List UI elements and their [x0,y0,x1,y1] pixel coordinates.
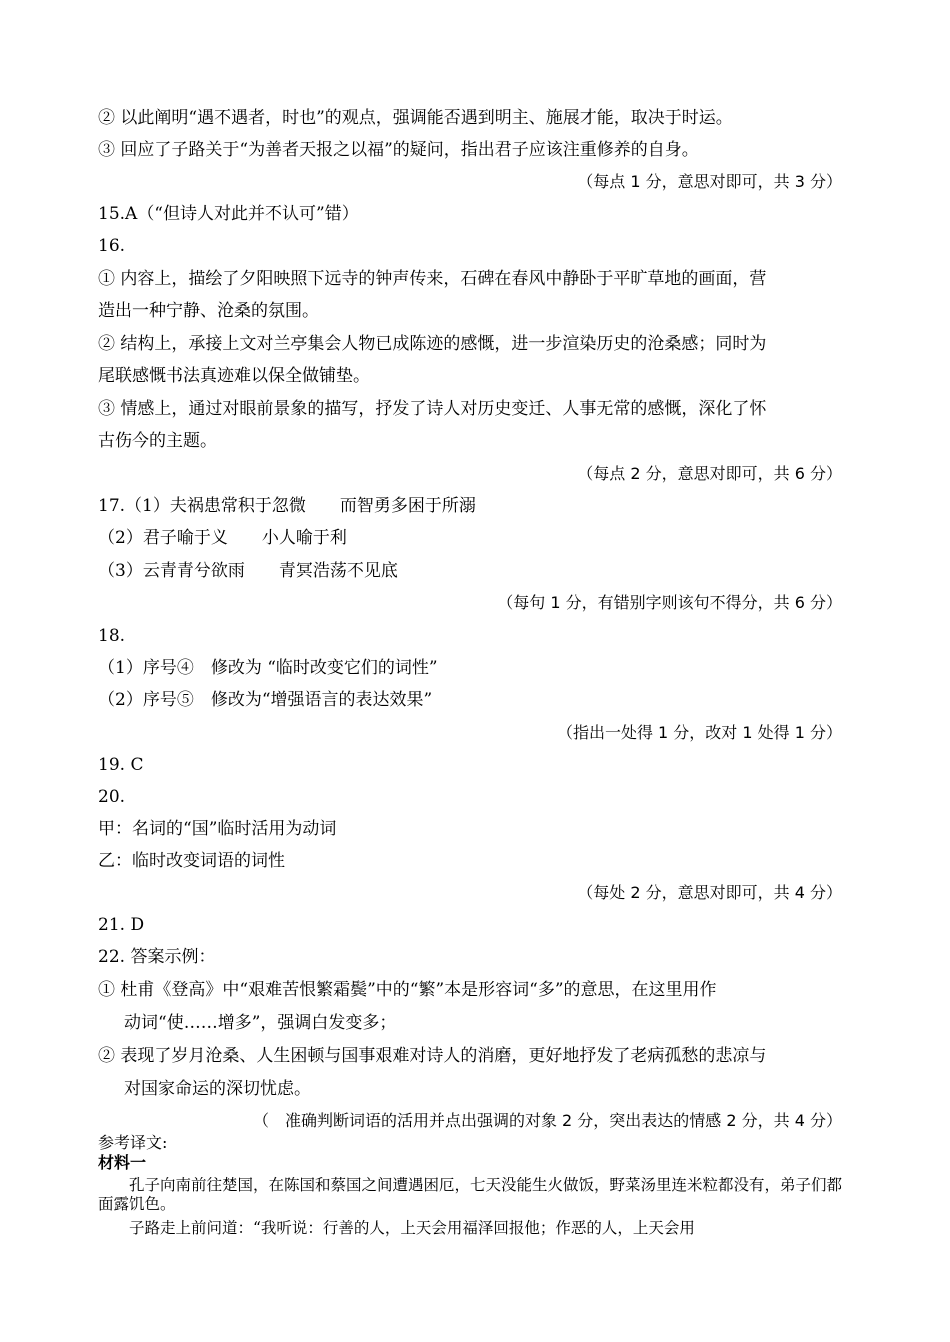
scoring-note-17: （每句 1 分，有错别字则该句不得分，共 6 分） [497,593,842,612]
answer-14-point-2: ② 以此阐明“遇不遇者，时也”的观点，强调能否遇到明主、施展才能，取决于时运。 [98,108,733,128]
answer-17-line-1: 17.（1）夫祸患常积于忽微 而智勇多困于所溺 [98,496,476,516]
answer-19: 19. C [98,755,144,775]
answer-22-point-2-cont: 对国家命运的深切忧虑。 [124,1079,311,1099]
answer-22-point-1-cont: 动词“使……增多”，强调白发变多； [124,1013,397,1033]
answer-22-point-2: ② 表现了岁月沧桑、人生困顿与国事艰难对诗人的消磨，更好地抒发了老病孤愁的悲凉与 [98,1046,767,1066]
translation-heading: 参考译文: [98,1133,168,1152]
answer-16-point-2: ② 结构上，承接上文对兰亭集会人物已成陈迹的感慨，进一步渲染历史的沧桑感；同时为 [98,334,767,354]
answer-14-point-3: ③ 回应了子路关于“为善者天报之以福”的疑问，指出君子应该注重修养的自身。 [98,140,699,160]
answer-17-line-2: （2）君子喻于义 小人喻于利 [98,528,347,548]
answer-17-line-3: （3）云青青兮欲雨 青冥浩荡不见底 [98,561,398,581]
answer-16-point-3: ③ 情感上，通过对眼前景象的描写，抒发了诗人对历史变迁、人事无常的感慨，深化了怀 [98,399,767,419]
answer-18-number: 18. [98,626,126,646]
answer-21: 21. D [98,915,145,935]
answer-16-point-2-cont: 尾联感慨书法真迹难以保全做铺垫。 [98,366,370,386]
answer-22-number: 22. 答案示例： [98,947,216,967]
translation-paragraph-1: 孔子向南前往楚国，在陈国和蔡国之间遭遇困厄，七天没能生火做饭，野菜汤里连米粒都没有，弟子们都面露饥色。 [98,1176,843,1213]
answer-16-point-3-cont: 古伤今的主题。 [98,431,217,451]
material-one-heading: 材料一 [98,1153,147,1172]
scoring-note-20: （每处 2 分，意思对即可，共 4 分） [577,883,842,902]
answer-20-yi: 乙：临时改变词语的词性 [98,851,285,871]
answer-20-jia: 甲：名词的“国”临时活用为动词 [98,819,337,839]
answer-18-line-1: （1）序号④ 修改为 “临时改变它们的词性” [98,658,438,678]
scoring-note-18: （指出一处得 1 分，改对 1 处得 1 分） [556,723,842,742]
answer-18-line-2: （2）序号⑤ 修改为“增强语言的表达效果” [98,690,433,710]
scoring-note-22: （ 准确判断词语的活用并点出强调的对象 2 分，突出表达的情感 2 分，共 4 分） [252,1111,842,1130]
answer-22-point-1: ① 杜甫《登高》中“艰难苦恨繁霜鬓”中的“繁”本是形容词“多”的意思，在这里用作 [98,980,717,1000]
answer-20-number: 20. [98,787,126,807]
scoring-note-16: （每点 2 分，意思对即可，共 6 分） [577,464,842,483]
scoring-note-14: （每点 1 分，意思对即可，共 3 分） [577,172,842,191]
answer-16-point-1-cont: 造出一种宁静、沧桑的氛围。 [98,301,319,321]
answer-15: 15.A（“但诗人对此并不认可”错） [98,204,359,224]
translation-paragraph-2: 子路走上前问道：“我听说：行善的人，上天会用福泽回报他；作恶的人，上天会用 [129,1219,695,1237]
answer-16-point-1: ① 内容上，描绘了夕阳映照下远寺的钟声传来，石碑在春风中静卧于平旷草地的画面，营 [98,269,767,289]
answer-16-number: 16. [98,236,126,256]
